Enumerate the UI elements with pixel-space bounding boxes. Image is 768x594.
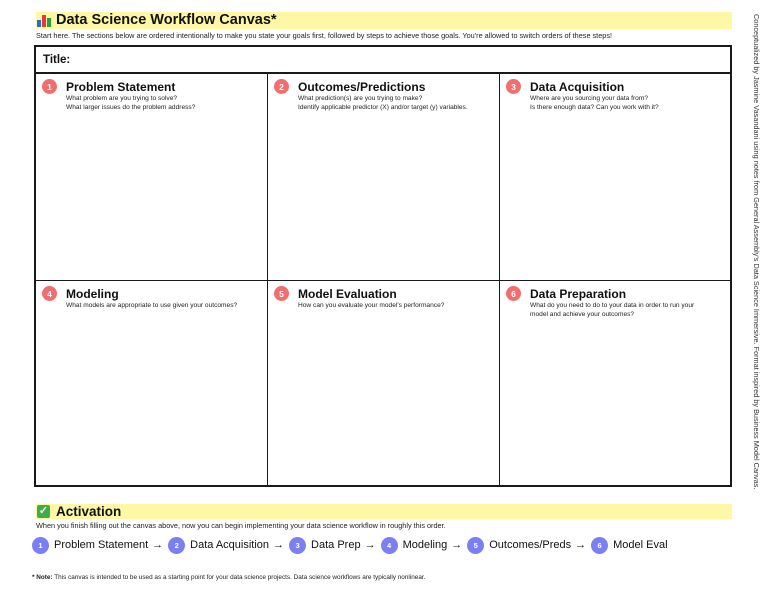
section-problem-statement[interactable] [36,74,268,281]
section-desc-line: model and achieve your outcomes? [530,310,635,318]
flow-step-number: 6 [591,537,608,554]
flow-step-number: 1 [32,537,49,554]
section-description [298,302,493,311]
page-subtitle: Start here. The sections below are ordered intentionally to make you state your goals first, followed by steps to achieve those goals. You're allowed to switch orders of these steps! [36,31,613,40]
section-desc-line: Is there enough data? Can you work with it? [530,103,659,111]
flow-step-problem-statement [32,537,148,554]
canvas-title-field[interactable] [36,47,730,74]
section-heading: Problem Statement [66,80,176,94]
section-desc-line: How can you evaluate your model's performance? [298,302,445,309]
footnote-text: This canvas is intended to be used as a starting point for your data science projects. Data science workflows are typically nonlinear. [52,574,426,581]
footnote-prefix: * Note: [32,574,53,581]
flow-step-label: Outcomes/Preds [489,539,572,551]
arrow-right-icon: → [273,539,285,551]
section-number-badge: 4 [42,286,57,301]
section-desc-line: What problem are you trying to solve? [66,95,178,102]
section-heading: Data Acquisition [530,80,625,94]
arrow-right-icon: → [152,539,164,551]
section-heading: Outcomes/Predictions [298,80,426,94]
bar-chart-icon [37,14,51,27]
section-description [530,95,724,112]
flow-step-label: Model Eval [613,539,668,551]
flow-step-data-prep [289,537,361,554]
arrow-right-icon: → [451,539,463,551]
flow-step-label: Problem Statement [54,539,149,551]
section-number-badge: 2 [274,79,289,94]
section-data-preparation[interactable] [500,281,730,485]
flow-step-label: Data Prep [311,539,361,551]
page-title: Data Science Workflow Canvas* [56,12,277,28]
flow-step-model-eval [591,537,667,554]
arrow-right-icon: → [364,539,376,551]
flow-step-number: 4 [381,537,398,554]
activation-description: When you finish filling out the canvas above, now you can begin implementing your data science workflow in roughly this order. [36,521,446,530]
canvas-title-label: Title: [43,54,71,66]
header-bar [36,12,732,29]
section-modeling[interactable] [36,281,268,485]
check-icon: ✓ [38,505,49,517]
section-model-evaluation[interactable] [268,281,500,485]
flow-step-modeling [381,537,448,554]
section-number-badge: 5 [274,286,289,301]
section-description [66,302,261,311]
section-desc-line: Identify applicable predictor (X) and/or target (y) variables. [298,103,468,111]
arrow-right-icon: → [575,539,587,551]
section-number-badge: 3 [506,79,521,94]
section-outcomes-predictions[interactable] [268,74,500,281]
activation-flow [32,536,668,554]
section-desc-line: Where are you sourcing your data from? [530,95,649,102]
section-description [530,302,724,319]
side-credit-text: Conceptualized by Jasmine Vasandani using notes from General Assembly's Data Science Immersive. Format inspired by Business Model Canvas. [752,14,761,490]
section-number-badge: 1 [42,79,57,94]
section-desc-line: What larger issues do the problem address? [66,103,196,111]
flow-step-label: Data Acquisition [190,539,270,551]
section-heading: Model Evaluation [298,287,397,301]
flow-step-number: 5 [467,537,484,554]
activation-title: Activation [56,504,122,519]
flow-step-outcomes-preds [467,537,571,554]
section-desc-line: What models are appropriate to use given your outcomes? [66,302,238,309]
canvas-grid [36,74,730,485]
side-credit [751,14,761,522]
flow-step-label: Modeling [402,539,448,551]
section-desc-line: What do you need to do to your data in order to run your [530,302,695,309]
section-data-acquisition[interactable] [500,74,730,281]
flow-step-data-acquisition [168,537,269,554]
flow-step-number: 3 [289,537,306,554]
footnote [32,574,425,582]
section-description [66,95,261,112]
section-number-badge: 6 [506,286,521,301]
activation-header-bar [36,504,732,519]
flow-step-number: 2 [168,537,185,554]
section-description [298,95,493,112]
workflow-canvas [34,45,732,487]
section-desc-line: What prediction(s) are you trying to make? [298,95,423,102]
section-heading: Data Preparation [530,287,627,301]
section-heading: Modeling [66,287,119,301]
